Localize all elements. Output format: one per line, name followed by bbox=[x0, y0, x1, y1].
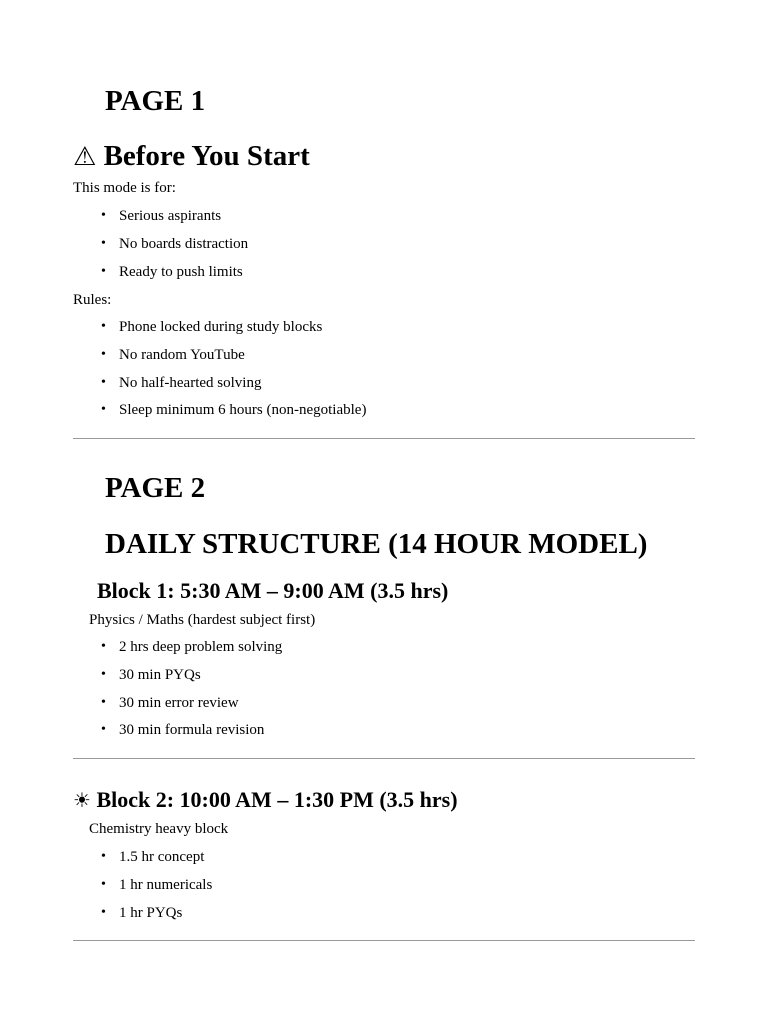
rules-list bbox=[101, 317, 366, 428]
section-divider bbox=[73, 758, 695, 759]
block-1-heading: Block 1: 5:30 AM – 9:00 AM (3.5 hrs) bbox=[97, 578, 449, 603]
rules-list-item: • No random YouTube bbox=[101, 345, 366, 373]
block-1-list-item: • 30 min PYQs bbox=[101, 665, 282, 693]
rules-list-item: • No half-hearted solving bbox=[101, 373, 366, 401]
before-you-start-title: Before You Start bbox=[103, 140, 310, 172]
block-2-title: Block 2: 10:00 AM – 1:30 PM (3.5 hrs) bbox=[96, 787, 458, 812]
rules-list-item: • Phone locked during study blocks bbox=[101, 317, 366, 345]
page-2-label: PAGE 2 bbox=[105, 472, 206, 504]
rules-intro-text: Rules: bbox=[73, 292, 112, 308]
block-1-list-item: • 30 min formula revision bbox=[101, 720, 282, 748]
sun-icon: ☀ bbox=[73, 788, 91, 812]
page-1-label: PAGE 1 bbox=[105, 85, 206, 117]
block-2-list-item: • 1.5 hr concept bbox=[101, 847, 212, 875]
section-divider bbox=[73, 940, 695, 941]
block-2-list bbox=[101, 847, 212, 930]
section-divider bbox=[73, 438, 695, 439]
block-1-list bbox=[101, 637, 282, 748]
block-1-list-item: • 2 hrs deep problem solving bbox=[101, 637, 282, 665]
block-2-list-item: • 1 hr numericals bbox=[101, 875, 212, 903]
block-2-subtitle: Chemistry heavy block bbox=[89, 821, 229, 837]
mode-list-item: • No boards distraction bbox=[101, 234, 248, 262]
rules-list-item: • Sleep minimum 6 hours (non-negotiable) bbox=[101, 400, 366, 428]
mode-intro-text: This mode is for: bbox=[73, 180, 176, 196]
daily-structure-title: DAILY STRUCTURE (14 HOUR MODEL) bbox=[105, 528, 648, 560]
before-you-start-heading bbox=[73, 139, 310, 174]
block-2-heading bbox=[73, 786, 458, 814]
block-2-list-item: • 1 hr PYQs bbox=[101, 903, 212, 931]
block-1-list-item: • 30 min error review bbox=[101, 693, 282, 721]
mode-list-item: • Ready to push limits bbox=[101, 262, 248, 290]
mode-list bbox=[101, 206, 248, 289]
mode-list-item: • Serious aspirants bbox=[101, 206, 248, 234]
block-1-subtitle: Physics / Maths (hardest subject first) bbox=[89, 612, 316, 628]
warning-icon: ⚠ bbox=[73, 142, 97, 172]
